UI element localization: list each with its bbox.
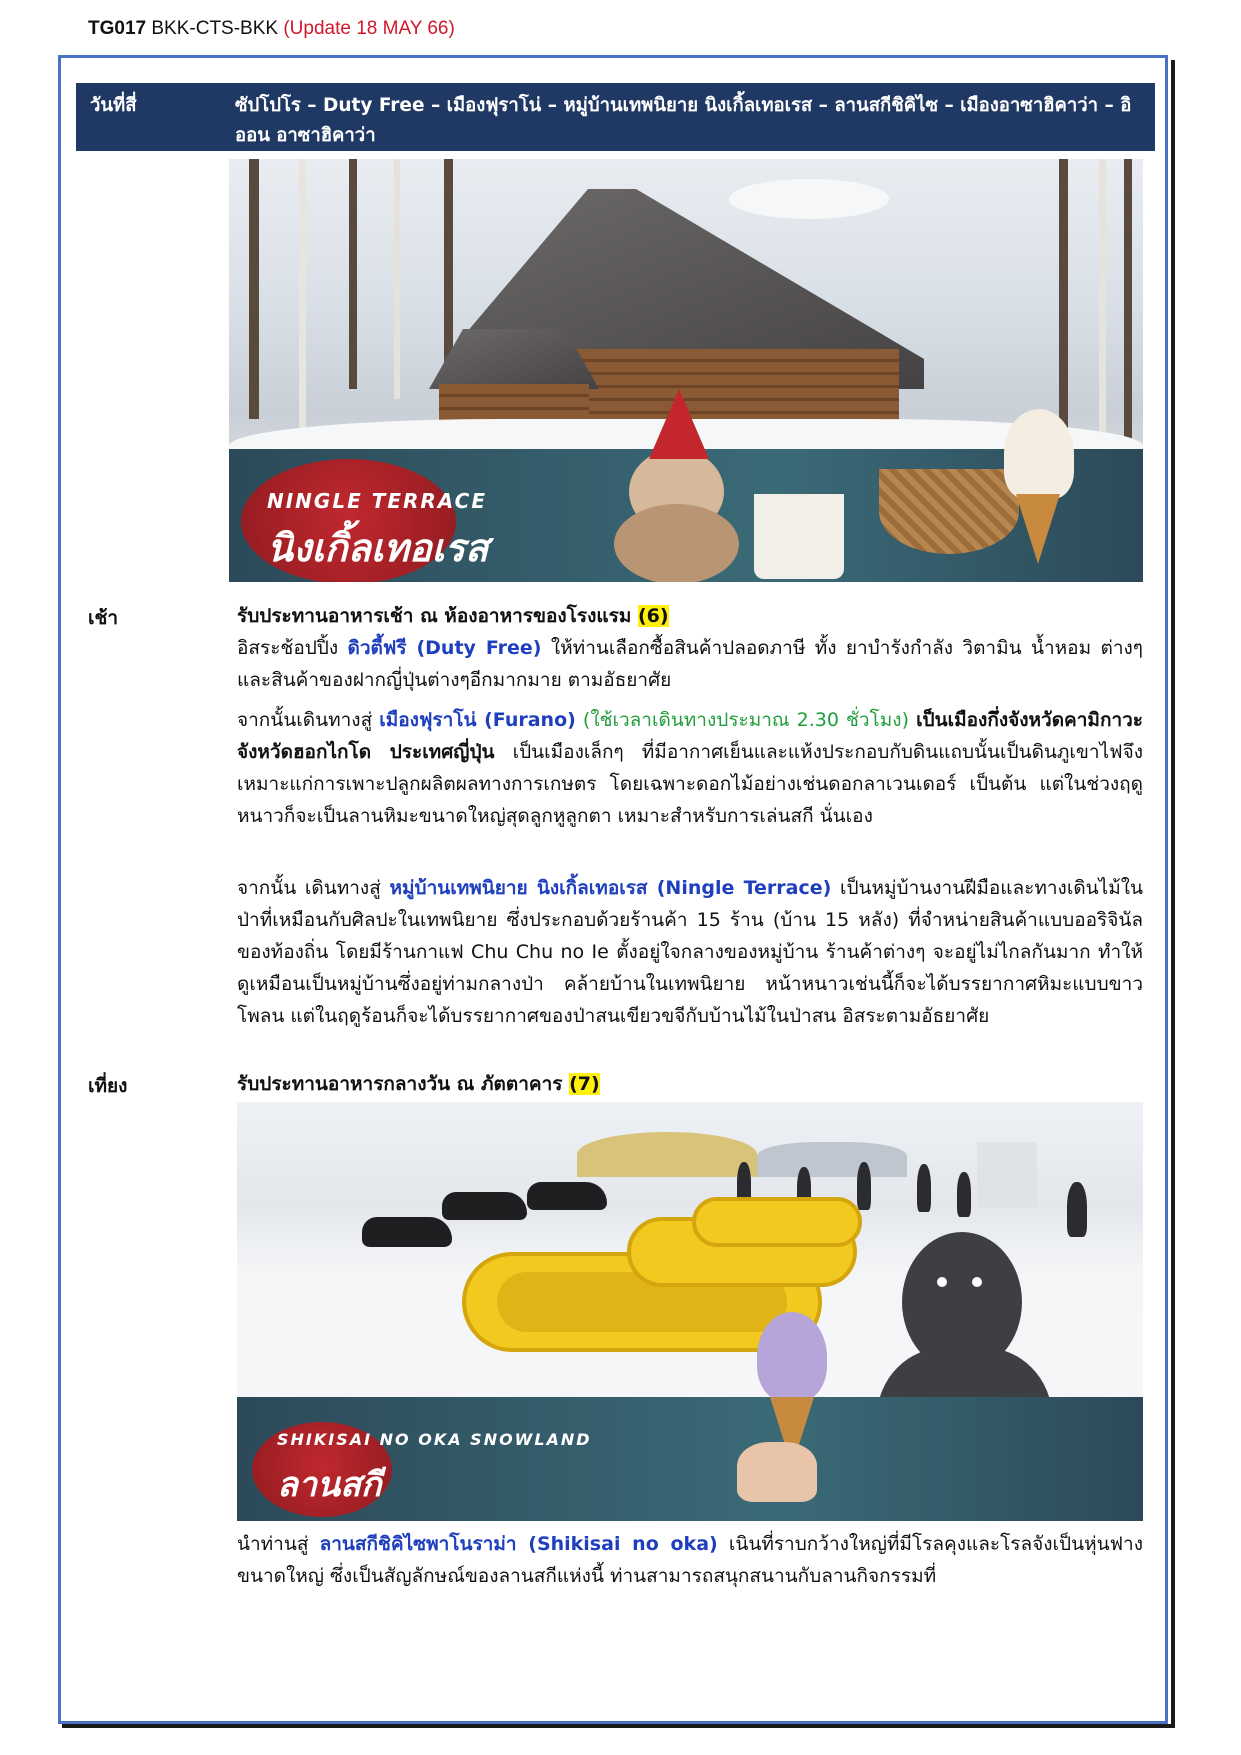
donut-basket xyxy=(879,469,1019,554)
tree-trunk xyxy=(1124,159,1132,449)
lunch-label: เที่ยง xyxy=(88,1075,128,1097)
tourist xyxy=(957,1172,971,1217)
snowmobile xyxy=(527,1182,607,1210)
hand xyxy=(737,1442,817,1502)
shikisai-snowland-photo xyxy=(237,1102,1143,1521)
roof-snow xyxy=(729,179,889,219)
snowmobile xyxy=(362,1217,452,1247)
lunch-meal-number: (7) xyxy=(569,1073,600,1095)
duty-free-intro: อิสระช้อปปิ้ง xyxy=(237,637,348,659)
tree-trunk xyxy=(249,159,259,419)
coffee-cup xyxy=(754,494,844,579)
furano-intro: จากนั้นเดินทางสู่ xyxy=(237,709,380,731)
frame-shadow-right xyxy=(1171,60,1175,1728)
update-date: (Update 18 MAY 66) xyxy=(283,18,455,39)
furano-bold: เป็นเมืองกึ่งจังหวัดคามิกาวะ จังหวัดฮอกไกโด ประเทศญี่ปุ่น xyxy=(237,709,1143,763)
duty-free-body: ให้ท่านเลือกซื้อสินค้าปลอดภาษี ทั้ง ยาบำรังกำลัง วิตามิน น้ำหอม ต่างๆ และสินค้าของฝากญี่ปุ่นต่างๆอีกมากมาย ตามอัธยาศัย xyxy=(237,637,1143,691)
tour-route: BKK-CTS-BKK xyxy=(151,18,279,39)
tree-trunk xyxy=(299,159,306,429)
snow-sculpture xyxy=(977,1142,1037,1207)
furano-body: เป็นเมืองเล็กๆ ที่มีอากาศเย็นและแห้งประกอบกับดินแถบนั้นเป็นดินภูเขาไฟจึงเหมาะแก่การเพาะปลูกผลิตผลทางการเกษตร โดยเฉพาะดอกไม้อย่างเช่นดอกลาเวนเดอร์ เป็นต้น แต่ในช่วงฤดูหนาวก็จะเป็นลานหิมะขนาดใหญ่สุดลูกหูลูกตา เหมาะสำหรับการเล่นสกี นั่นเอง xyxy=(237,741,1143,827)
yellow-raft xyxy=(692,1197,862,1247)
dome-building xyxy=(757,1142,907,1177)
day-label: วันที่สี่ xyxy=(90,95,137,116)
tree-trunk xyxy=(1059,159,1068,439)
lunch-line xyxy=(237,1068,1143,1100)
tourist xyxy=(1067,1182,1087,1237)
day-title-bar xyxy=(76,83,1155,151)
mascot-eye xyxy=(937,1277,947,1287)
breakfast-text: รับประทานอาหารเช้า ณ ห้องอาหารของโรงแรม xyxy=(237,605,632,627)
ningle-paragraph xyxy=(237,872,1143,1032)
barn-building xyxy=(577,1132,757,1177)
tree-trunk xyxy=(394,159,400,399)
banner-thai-title: นิงเกิ้ลเทอเรส xyxy=(267,526,489,570)
snowmobile xyxy=(442,1192,527,1220)
ningle-intro: จากนั้น เดินทางสู่ xyxy=(237,877,390,899)
document-header xyxy=(88,18,455,40)
breakfast-line xyxy=(237,600,1143,632)
day-title: ซัปโปโร – Duty Free – เมืองฟุราโน่ – หมู่บ้านเทพนิยาย นิงเกิ้ลเทอเรส – ลานสกีชิคิไซ – เมืองอาซาฮิคาว่า – อิออน อาซาฮิคาว่า xyxy=(235,95,1132,146)
banner-english-title: NINGLE TERRACE xyxy=(267,489,488,513)
banner-thai-title: ลานสกี xyxy=(277,1465,382,1505)
tree-trunk xyxy=(1099,159,1106,459)
shikisai-name: ลานสกีชิคิไซพาโนราม่า (Shikisai no oka) xyxy=(319,1533,718,1555)
santa-hat xyxy=(649,389,709,459)
duty-free-paragraph xyxy=(237,632,1143,696)
tree-trunk xyxy=(444,159,453,359)
shikisai-paragraph xyxy=(237,1528,1143,1592)
soft-serve xyxy=(1004,409,1074,499)
breakfast-meal-number: (6) xyxy=(637,605,669,627)
ningle-name: หมู่บ้านเทพนิยาย นิงเกิ้ลเทอเรส (Ningle Terrace) xyxy=(389,877,832,899)
tourist xyxy=(917,1164,931,1212)
shikisai-body: เนินที่ราบกว้างใหญ่ที่มีโรลคุงและโรลจังเป็นหุ่นฟางขนาดใหญ่ ซึ่งเป็นสัญลักษณ์ของลานสกีแห่งนี้ ท่านสามารถสนุกสนานกับลานกิจกรรมที่ xyxy=(237,1533,1144,1587)
snowman-body xyxy=(614,504,739,582)
tree-trunk xyxy=(349,159,357,389)
frame-shadow-bottom xyxy=(62,1724,1175,1728)
lavender-soft-serve xyxy=(757,1312,827,1402)
furano-duration: (ใช้เวลาเดินทางประมาณ 2.30 ชั่วโมง) xyxy=(575,709,917,731)
tour-code: TG017 xyxy=(88,18,147,39)
lunch-text: รับประทานอาหารกลางวัน ณ ภัตตาคาร xyxy=(237,1073,563,1095)
duty-free-name: ดิวตี้ฟรี (Duty Free) xyxy=(347,637,542,659)
tourist xyxy=(857,1162,871,1210)
ningle-body: เป็นหมู่บ้านงานฝีมือและทางเดินไม้ในป่าที่เหมือนกับศิลปะในเทพนิยาย ซึ่งประกอบด้วยร้านค้า 15 ร้าน (บ้าน 15 หลัง) ที่จำหน่ายสินค้าแบบออริจินัลของท้องถิ่น โดยมีร้านกาแฟ Chu Chu no Ie ตั้งอยู่ใจกลางของหมู่บ้าน ร้านค้าต่างๆ จะอยู่ไม่ไกลกันมาก ทำให้ดูเหมือนเป็นหมู่บ้านซึ่งอยู่ท่ามกลางป่า คล้ายบ้านในเทพนิยาย หน้าหนาวเช่นนี้ก็จะได้บรรยากาศหิมะแบบขาวโพลน แต่ในฤดูร้อนก็จะได้บรรยากาศของป่าสนเขียวขจีกับบ้านไม้ในป่าสน อิสระตามอัธยาศัย xyxy=(237,877,1143,1027)
furano-paragraph xyxy=(237,704,1143,832)
breakfast-label: เช้า xyxy=(88,607,119,629)
mascot-eye xyxy=(972,1277,982,1287)
furano-name: เมืองฟุราโน่ (Furano) xyxy=(379,709,576,731)
shikisai-intro: นำท่านสู่ xyxy=(237,1533,320,1555)
banner-english-title: SHIKISAI NO OKA SNOWLAND xyxy=(277,1430,592,1449)
ningle-terrace-photo xyxy=(229,159,1143,582)
ice-cream-cone xyxy=(1016,494,1060,564)
